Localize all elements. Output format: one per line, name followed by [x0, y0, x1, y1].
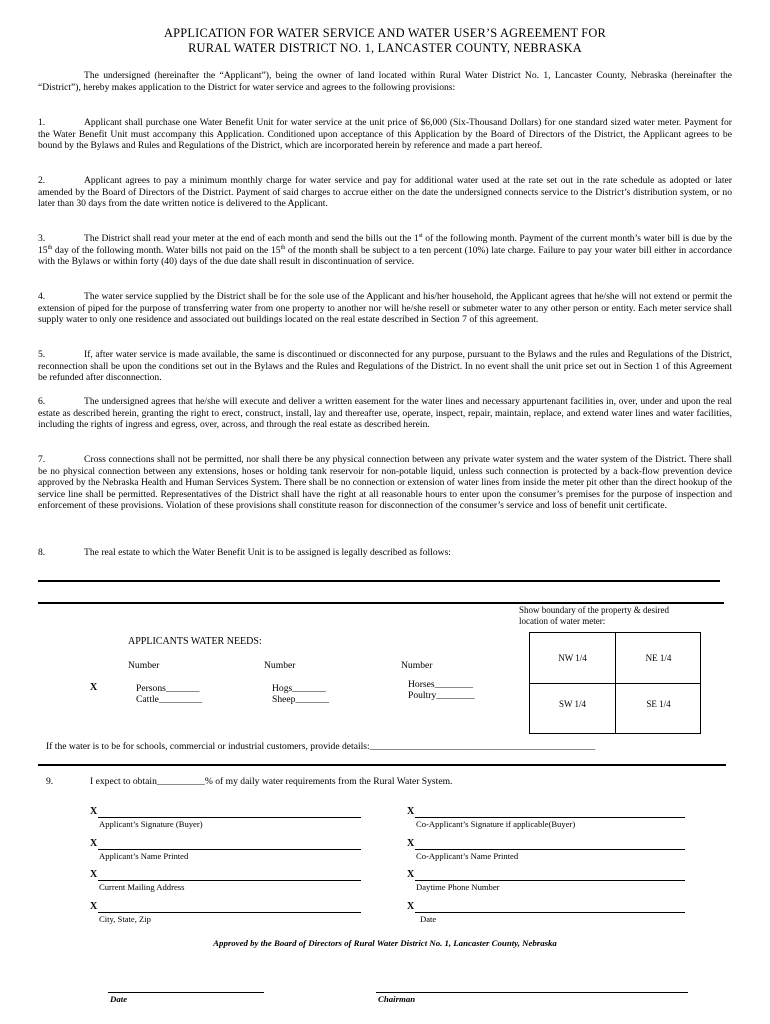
- mailing-address-line[interactable]: [98, 880, 361, 881]
- city-state-zip-line[interactable]: [98, 912, 361, 913]
- applicant-name-label: Applicant’s Name Printed: [99, 851, 189, 861]
- section-4: [38, 291, 732, 326]
- title-line-1: APPLICATION FOR WATER SERVICE AND WATER USER’S AGREEMENT FOR: [164, 26, 606, 40]
- applicant-date-line[interactable]: [415, 912, 685, 913]
- number-header-3: Number: [401, 660, 433, 671]
- boundary-label: [519, 605, 669, 627]
- section-8: [38, 547, 732, 559]
- intro-text: The undersigned (hereinafter the “Applicant”), being the owner of land located within Rural Water District No. 1, Lancaster County, Nebraska (hereinafter the “District”), hereby makes application to the District for water service and agrees to the following provisions:: [38, 70, 732, 93]
- section-6-text: The undersigned agrees that he/she will execute and deliver a written easement for the water lines and necessary appurtenant facilities in, over, under and upon the real estate as described herein, granting the right to erect, construct, install, lay and thereafter use, operate, inspect, repair, maintain, replace, and extend water lines and water facilities, including the rights of ingress and egress, over, across, and through the real estate as described herein.: [38, 396, 732, 431]
- quarter-sw: SW 1/4: [558, 699, 587, 709]
- quarter-se: SE 1/4: [646, 699, 671, 709]
- chairman-signature-line[interactable]: [376, 992, 688, 993]
- co-applicant-signature-label: Co-Applicant’s Signature if applicable(Buyer): [416, 819, 576, 829]
- poultry-field[interactable]: Poultry________: [408, 690, 475, 701]
- section-6: [38, 396, 732, 431]
- section-3-text-d: of the month shall be subject to a ten percent (10%) late charge. Failure to pay your water bill either in accordance with the Bylaws or within forty (40) days of the due date shall result in discontinuation of service.: [38, 244, 732, 268]
- board-approval-statement: Approved by the Board of Directors of Rural Water District No. 1, Lancaster County, Nebraska: [213, 938, 557, 948]
- legal-description-line-2[interactable]: [38, 602, 724, 604]
- section-1-number: 1.: [38, 117, 46, 128]
- section-5-number: 5.: [38, 349, 46, 360]
- grid-horizontal-divider: [530, 683, 700, 684]
- section-3: [38, 233, 732, 268]
- section-2-text: Applicant agrees to pay a minimum monthly charge for water service and pay for additional water used at the rate set out in the rate schedule as adopted or later amended by the Board of Directors of the District. Payment of said charges to accrue either on the date the undersigned connects service to the District’s distribution system, or no later than 30 days from the date written notice is delivered to the Applicant.: [38, 175, 732, 210]
- section-3-number: 3.: [38, 233, 46, 244]
- section-4-number: 4.: [38, 291, 46, 302]
- daytime-phone-line[interactable]: [415, 880, 685, 881]
- sup-th-1: th: [47, 244, 53, 251]
- number-header-1: Number: [128, 660, 160, 671]
- section-1-text: Applicant shall purchase one Water Benefit Unit for water service at the unit price of $6,000 (Six-Thousand Dollars) for one standard sized water meter. Payment for the Water Benefit Unit must accompany this Application. Conditioned upon acceptance of this Application by the Board of Directors of the District, the Applicant agrees to be bound by the Bylaws and Rules and Regulations of the District, which are incorporated herein by reference and made a part hereof.: [38, 117, 732, 152]
- sig-x-4-left: X: [90, 901, 98, 912]
- boundary-label-line-1: Show boundary of the property & desired: [519, 605, 669, 615]
- applicant-date-label: Date: [420, 914, 437, 924]
- commercial-details-line[interactable]: [38, 764, 726, 766]
- intro-paragraph: [38, 70, 732, 93]
- persons-field[interactable]: Persons_______: [136, 683, 200, 694]
- section-3-text-b: of the following month. Payment of the current month’s water bill is due by the 15: [38, 233, 732, 256]
- approval-date-line[interactable]: [108, 992, 264, 993]
- sig-x-4-right: X: [407, 901, 415, 912]
- commercial-details-field[interactable]: If the water is to be for schools, commercial or industrial customers, provide details:_______________________________________________: [46, 741, 596, 752]
- section-9-number: 9.: [46, 776, 54, 787]
- section-7-text: Cross connections shall not be permitted, nor shall there be any physical connection between any private water system and the water system of the District. There shall be no physical connection between any extensions, hoses or holding tank reservoir for non-potable liquid, unless such connection is protected by a back-flow prevention device approved by the Nebraska Health and Human Services System. There shall be no connection or extension of water lines from inside the meter pit other than the direct hookup of the service line shall be permitted. Representatives of the District shall have the right at all reasonable hours to enter upon the consumer’s premises for the purpose of inspection and enforcement of these provisions. Violation of these provisions shall constitute reason for disconnection of the consumer’s service and loss of benefit unit certificate.: [38, 454, 732, 512]
- needs-x-mark: X: [90, 682, 98, 693]
- sig-x-3-right: X: [407, 869, 415, 880]
- applicant-signature-line[interactable]: [98, 817, 361, 818]
- sheep-field[interactable]: Sheep_______: [272, 694, 330, 705]
- section-9-text[interactable]: I expect to obtain__________% of my daily water requirements from the Rural Water System.: [90, 776, 453, 787]
- chairman-label: Chairman: [378, 994, 416, 1004]
- sup-th-2: th: [280, 244, 286, 251]
- approval-date-label: Date: [110, 994, 128, 1004]
- sig-x-2-right: X: [407, 838, 415, 849]
- section-2: [38, 175, 732, 210]
- section-8-number: 8.: [38, 547, 46, 558]
- section-5: [38, 349, 732, 384]
- section-8-text: The real estate to which the Water Benefit Unit is to be assigned is legally described as follows:: [84, 547, 451, 558]
- daytime-phone-label: Daytime Phone Number: [416, 882, 500, 892]
- section-7-number: 7.: [38, 454, 46, 465]
- sup-st: st: [418, 233, 423, 239]
- property-boundary-grid[interactable]: [529, 632, 701, 734]
- sig-x-1-left: X: [90, 806, 98, 817]
- cattle-field[interactable]: Cattle_________: [136, 694, 203, 705]
- co-applicant-name-line[interactable]: [415, 849, 685, 850]
- water-needs-title: APPLICANTS WATER NEEDS:: [128, 636, 262, 647]
- applicant-signature-label: Applicant’s Signature (Buyer): [99, 819, 203, 829]
- section-2-number: 2.: [38, 175, 46, 186]
- co-applicant-name-label: Co-Applicant’s Name Printed: [416, 851, 519, 861]
- boundary-label-line-2: location of water meter:: [519, 616, 606, 626]
- legal-description-line-1[interactable]: [38, 580, 720, 582]
- applicant-name-line[interactable]: [98, 849, 361, 850]
- title-line-2: RURAL WATER DISTRICT NO. 1, LANCASTER COUNTY, NEBRASKA: [188, 41, 582, 55]
- number-header-2: Number: [264, 660, 296, 671]
- section-4-text: The water service supplied by the District shall be for the sole use of the Applicant and his/her household, the Applicant agrees that he/she will not extend or permit the extension of piped for the purpose of transferring water from one property to another nor will he/she resell or submeter water to any other person or entity. Each meter service shall supply water to only one residence and associated out buildings located on the real estate described in Section 7 of this agreement.: [38, 291, 732, 326]
- mailing-address-label: Current Mailing Address: [99, 882, 185, 892]
- sig-x-3-left: X: [90, 869, 98, 880]
- sig-x-1-right: X: [407, 806, 415, 817]
- section-3-text-c: day of the following month. Water bills not paid on the 15: [52, 244, 281, 256]
- hogs-field[interactable]: Hogs_______: [272, 683, 326, 694]
- section-6-number: 6.: [38, 396, 46, 407]
- sig-x-2-left: X: [90, 838, 98, 849]
- horses-field[interactable]: Horses________: [408, 679, 474, 690]
- city-state-zip-label: City, State, Zip: [99, 914, 151, 924]
- co-applicant-signature-line[interactable]: [415, 817, 685, 818]
- quarter-nw: NW 1/4: [558, 653, 587, 663]
- section-1: [38, 117, 732, 152]
- section-7: [38, 454, 732, 512]
- section-5-text: If, after water service is made available, the same is discontinued or disconnected for any purpose, pursuant to the Bylaws and the rules and Regulations of the District, reconnection shall be upon the conditions set out in the Bylaws and the Rules and Regulations of the District. In no event shall the unit price set out in Section 1 of this Agreement be refunded after disconnection.: [38, 349, 732, 384]
- quarter-ne: NE 1/4: [645, 653, 672, 663]
- section-3-text-a: The District shall read your meter at the end of each month and send the bills out the 1: [84, 233, 419, 244]
